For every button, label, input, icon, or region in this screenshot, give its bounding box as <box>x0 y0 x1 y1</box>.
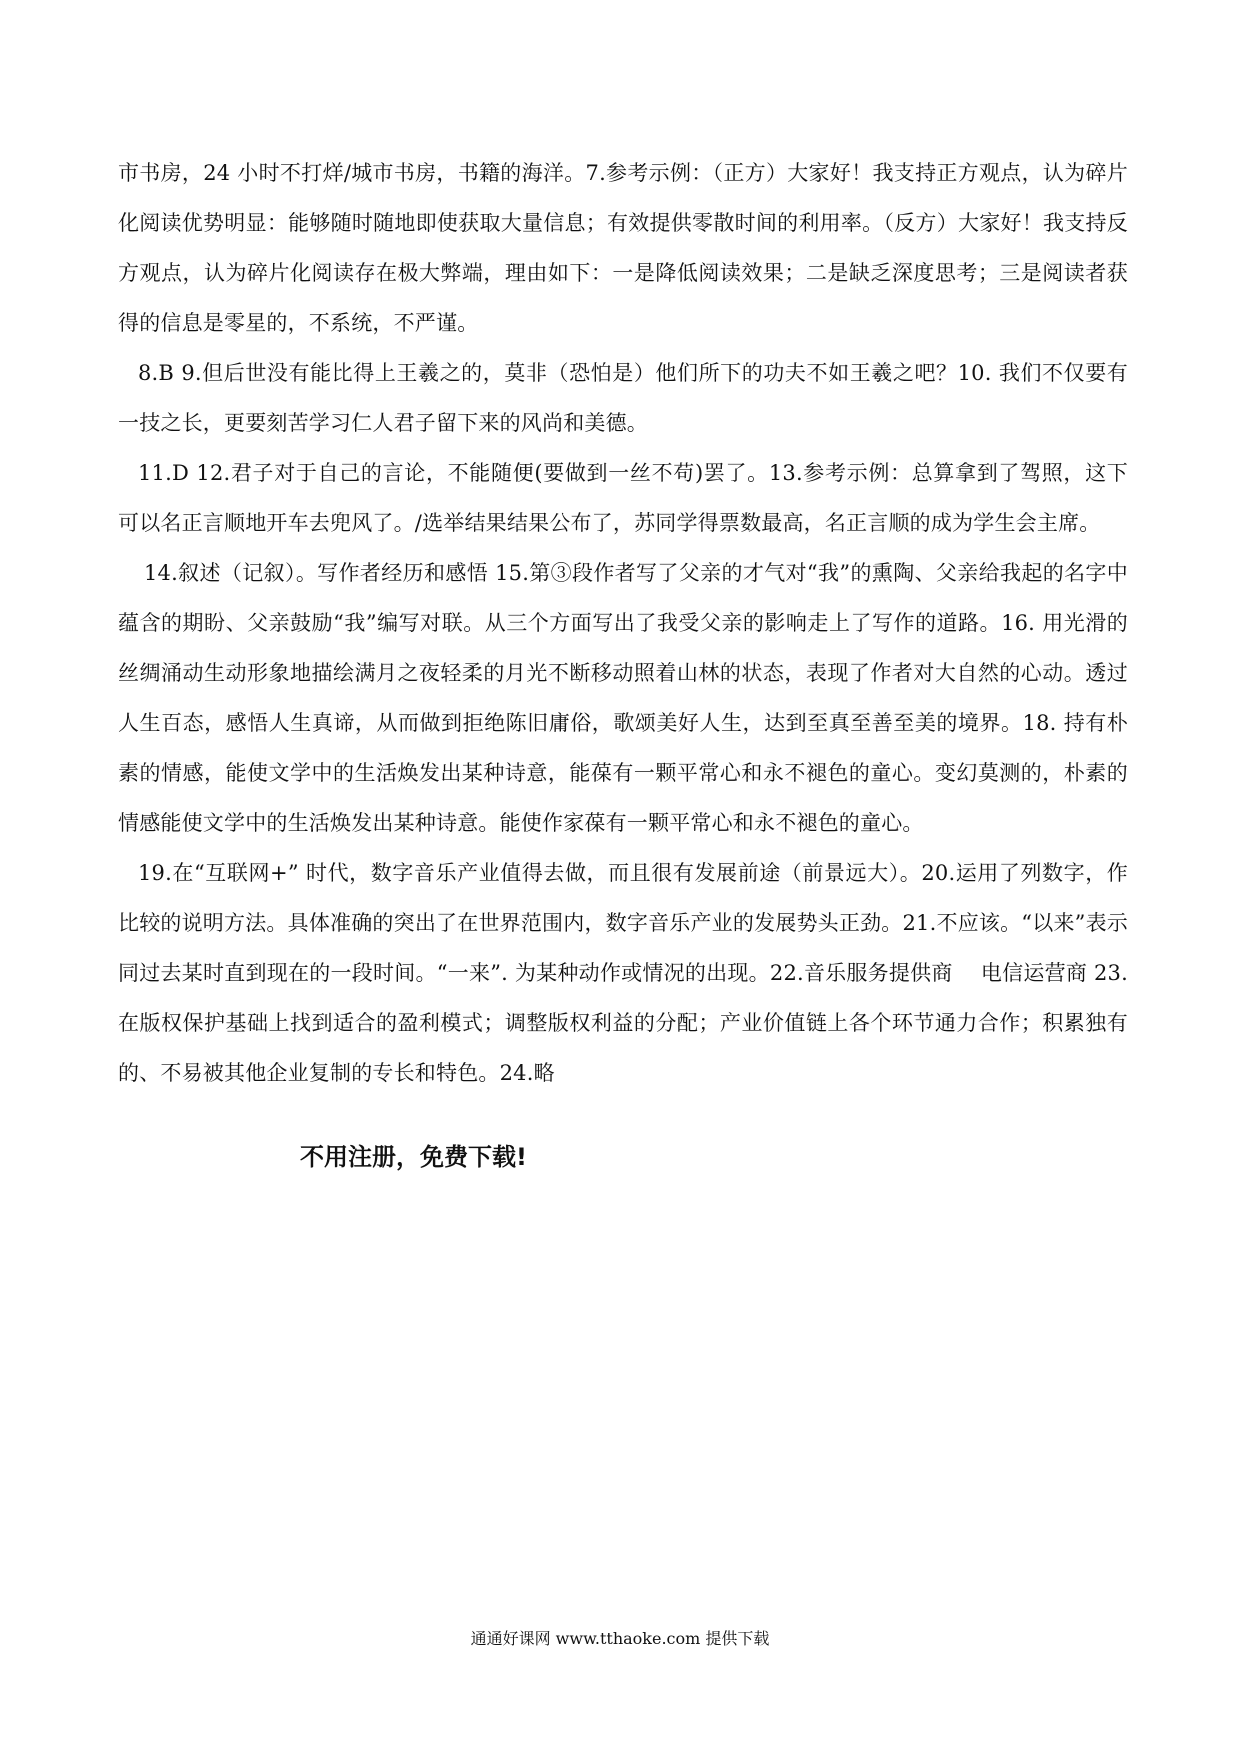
answer-paragraph-19-24: 19.在“互联网+” 时代，数字音乐产业值得去做，而且很有发展前途（前景远大）。20.运用了列数字，作比较的说明方法。具体准确的突出了在世界范围内，数字音乐产业的发展势头正劲。21.不应该。“以来”表示同过去某时直到现在的一段时间。“一来”. 为某种动作或情况的出现。22.音乐服务提供商 电信运营商 23. 在版权保护基础上找到适合的盈利模式；调整版权利益的分配；产业价值链上各个环节通力合作；积累独有的、不易被其他企业复制的专长和特色。24.略 <box>118 861 1128 1085</box>
answer-paragraph-14-18: 14.叙述（记叙）。写作者经历和感悟 15.第③段作者写了父亲的才气对“我”的熏陶、父亲给我起的名字中蕴含的期盼、父亲鼓励“我”编写对联。从三个方面写出了我受父亲的影响走上了写作的道路。16. 用光滑的丝绸涌动生动形象地描绘满月之夜轻柔的月光不断移动照着山林的状态，表现了作者对大自然的心动。透过人生百态，感悟人生真谛，从而做到拒绝陈旧庸俗，歌颂美好人生，达到至真至善至美的境界。18. 持有朴素的情感，能使文学中的生活焕发出某种诗意，能葆有一颗平常心和永不褪色的童心。变幻莫测的，朴素的情感能使文学中的生活焕发出某种诗意。能使作家葆有一颗平常心和永不褪色的童心。 <box>118 561 1128 835</box>
answer-key-section <box>118 148 1128 1098</box>
free-download-notice: 不用注册，免费下载! <box>300 1143 527 1171</box>
page-footer: 通通好课网 www.tthaoke.com 提供下载 <box>470 1629 770 1648</box>
answer-paragraph-7: 市书房，24 小时不打烊/城市书房，书籍的海洋。7.参考示例：（正方）大家好！我支持正方观点，认为碎片化阅读优势明显：能够随时随地即使获取大量信息；有效提供零散时间的利用率。（反方）大家好！我支持反方观点，认为碎片化阅读存在极大弊端，理由如下：一是降低阅读效果；二是缺乏深度思考；三是阅读者获得的信息是零星的，不系统，不严谨。 <box>118 161 1128 335</box>
answer-paragraph-8-10: 8.B 9.但后世没有能比得上王羲之的，莫非（恐怕是）他们所下的功夫不如王羲之吧？10. 我们不仅要有一技之长，更要刻苦学习仁人君子留下来的风尚和美德。 <box>118 361 1128 435</box>
answer-paragraph-11-13: 11.D 12.君子对于自己的言论，不能随便(要做到一丝不苟)罢了。13.参考示例：总算拿到了驾照，这下可以名正言顺地开车去兜风了。/选举结果结果公布了，苏同学得票数最高，名正言顺的成为学生会主席。 <box>118 461 1128 535</box>
